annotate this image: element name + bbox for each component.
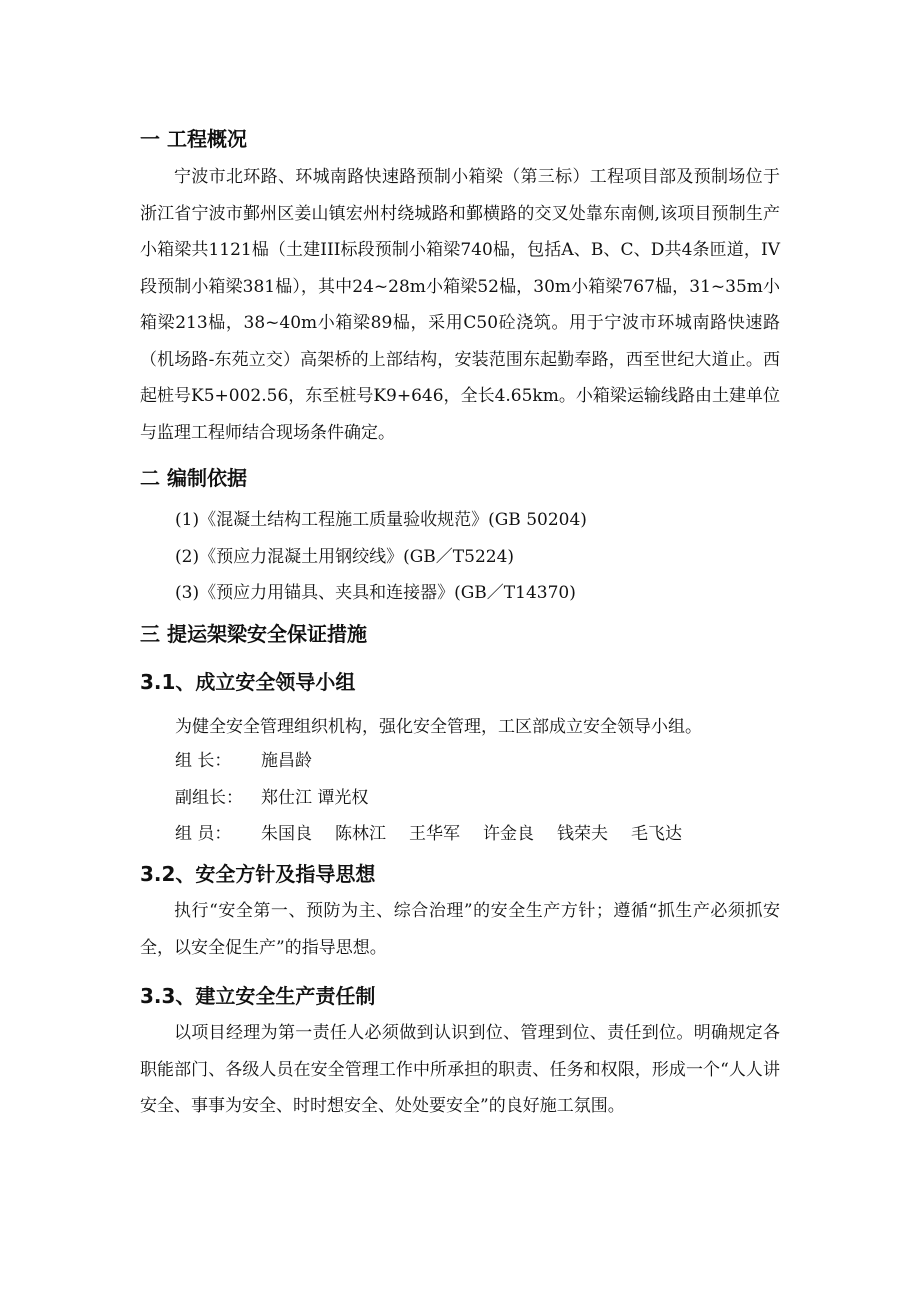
- leader-label: 组 长：: [175, 751, 232, 771]
- members-row: [175, 819, 682, 844]
- subsection-3-1-intro: 为健全安全管理组织机构，强化安全管理，工区部成立安全领导小组。: [175, 717, 702, 737]
- deputy-names: 郑仕江 谭光权: [261, 788, 369, 808]
- reference-item-1: (1)《混凝土结构工程施工质量验收规范》(GB 50204): [175, 510, 587, 530]
- members-label: 组 员：: [175, 824, 232, 844]
- reference-item-2: (2)《预应力混凝土用钢绞线》(GB／T5224): [175, 547, 515, 567]
- subsection-3-2-paragraph: 执行“安全第一、预防为主、综合治理”的安全生产方针；遵循“抓生产必须抓安全，以安全促生产”的指导思想。: [140, 901, 780, 958]
- section-1-paragraph: 宁波市北环路、环城南路快速路预制小箱梁（第三标）工程项目部及预制场位于浙江省宁波市鄞州区姜山镇宏州村绕城路和鄞横路的交叉处靠东南侧,该项目预制生产小箱梁共1121榀（土建III标段预制小箱梁740榀，包括A、B、C、D共4条匝道，IV段预制小箱梁381榀），其中24~28m小箱梁52榀，30m小箱梁767榀，31~35m小箱梁213榀，38~40m小箱梁89榀，采用C50砼浇筑。用于宁波市环城南路快速路（机场路-东苑立交）高架桥的上部结构，安装范围东起勤奉路，西至世纪大道止。西起桩号K5+002.56，东至桩号K9+646，全长4.65km。小箱梁运输线路由土建单位与监理工程师结合现场条件确定。: [140, 167, 780, 443]
- subsection-3-1-heading: 3.1、成立安全领导小组: [140, 670, 356, 694]
- member-name: 陈林江: [335, 824, 386, 844]
- deputy-label: 副组长：: [175, 788, 243, 808]
- member-name: 朱国良: [261, 824, 312, 844]
- leader-name: 施昌龄: [261, 751, 312, 771]
- member-name: 王华军: [409, 824, 460, 844]
- subsection-3-2-heading: 3.2、安全方针及指导思想: [140, 862, 376, 886]
- leader-row: [175, 746, 312, 771]
- subsection-3-3-heading: 3.3、建立安全生产责任制: [140, 984, 376, 1008]
- reference-item-3: (3)《预应力用锚具、夹具和连接器》(GB／T14370): [175, 583, 576, 603]
- section-3-heading: 三 提运架梁安全保证措施: [140, 622, 367, 646]
- member-name: 许金良: [483, 824, 534, 844]
- section-2-heading: 二 编制依据: [140, 466, 247, 490]
- member-name: 钱荣夫: [557, 824, 608, 844]
- subsection-3-3-paragraph: 以项目经理为第一责任人必须做到认识到位、管理到位、责任到位。明确规定各职能部门、各级人员在安全管理工作中所承担的职责、任务和权限，形成一个“人人讲安全、事事为安全、时时想安全、处处要安全”的良好施工氛围。: [140, 1023, 780, 1116]
- deputy-row: [175, 783, 368, 808]
- section-1-heading: 一 工程概况: [140, 127, 247, 151]
- member-name: 毛飞达: [631, 824, 682, 844]
